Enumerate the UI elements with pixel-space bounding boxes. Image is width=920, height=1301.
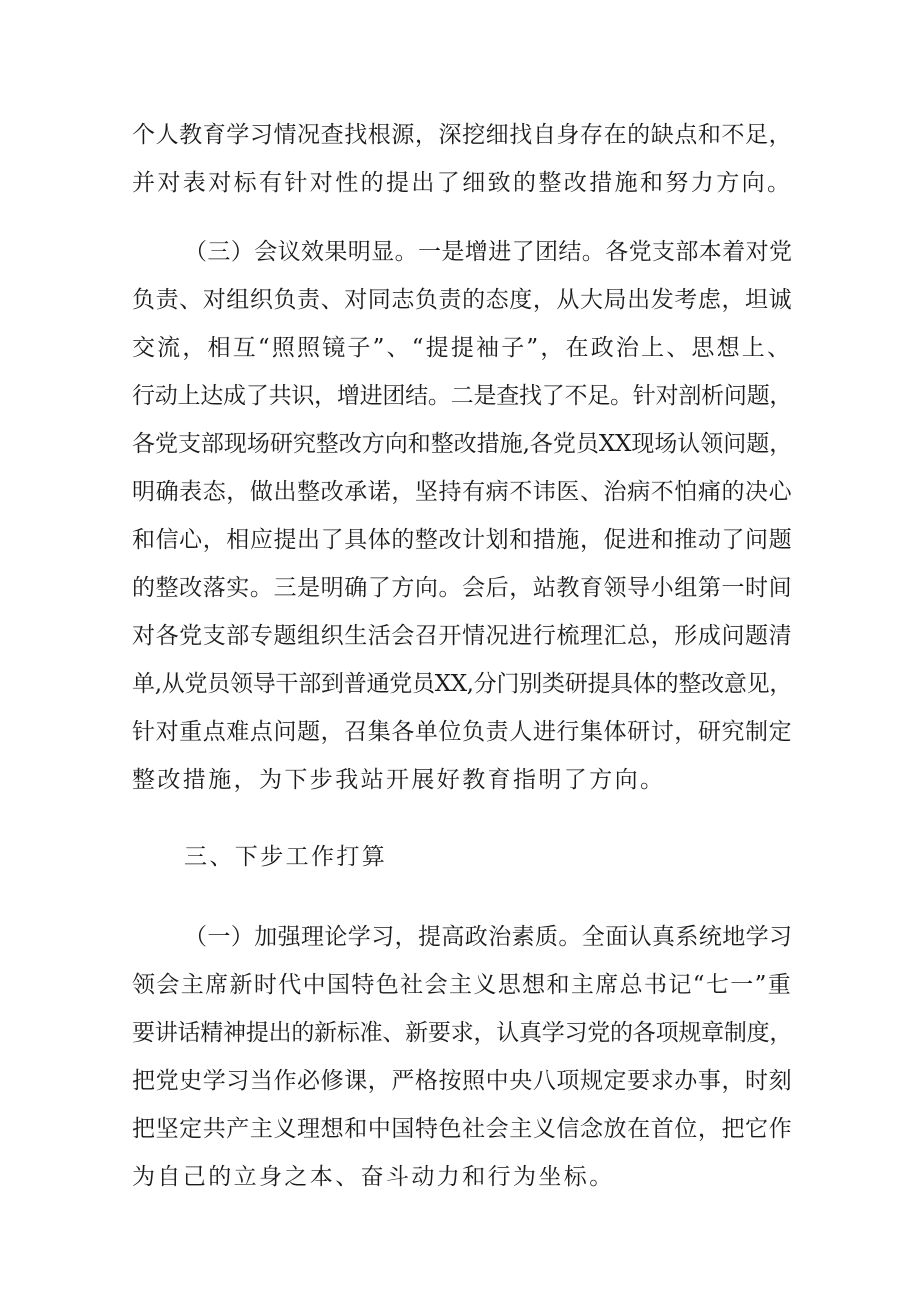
- paragraph-line: 把党史学习当作必修课，严格按照中央八项规定要求办事，时刻: [132, 1068, 792, 1094]
- paragraph-line: 交流，相互“照照镜子”、“提提袖子”，在政治上、思想上、: [132, 335, 792, 361]
- paragraph-line: 单,从党员领导干部到普通党员XX,分门别类研提具体的整改意见，: [132, 671, 792, 697]
- paragraph-line: 的整改落实。三是明确了方向。会后，站教育领导小组第一时间: [132, 575, 792, 601]
- paragraph-line: 各党支部现场研究整改方向和整改措施,各党员XX现场认领问题，: [132, 431, 792, 457]
- paragraph-line: 为自己的立身之本、奋斗动力和行为坐标。: [132, 1164, 615, 1190]
- paragraph-line: 要讲话精神提出的新标准、新要求，认真学习党的各项规章制度，: [132, 1020, 792, 1046]
- paragraph-line: 整改措施，为下步我站开展好教育指明了方向。: [132, 767, 666, 793]
- paragraph-continued: [132, 111, 792, 207]
- paragraph-line: 针对重点难点问题，召集各单位负责人进行集体研讨，研究制定: [132, 719, 792, 745]
- paragraph-line: 负责、对组织负责、对同志负责的态度，从大局出发考虑，坦诚: [132, 287, 792, 313]
- section-heading-block: [132, 833, 792, 881]
- paragraph-line: 个人教育学习情况查找根源，深挖细找自身存在的缺点和不足，: [132, 122, 792, 148]
- paragraph-line: 和信心，相应提出了具体的整改计划和措施，促进和推动了问题: [132, 527, 792, 553]
- paragraph-line: 明确表态，做出整改承诺，坚持有病不讳医、治病不怕痛的决心: [132, 479, 792, 505]
- section-heading: 三、下步工作打算: [184, 844, 388, 870]
- paragraph-line: 对各党支部专题组织生活会召开情况进行梳理汇总，形成问题清: [132, 623, 792, 649]
- paragraph-meeting-effect: [132, 228, 792, 804]
- paragraph-line: 行动上达成了共识，增进团结。二是查找了不足。针对剖析问题，: [132, 383, 792, 409]
- paragraph-line: 并对表对标有针对性的提出了细致的整改措施和努力方向。: [132, 170, 793, 196]
- paragraph-line: （三）会议效果明显。一是增进了团结。各党支部本着对党: [184, 239, 793, 265]
- paragraph-line: （一）加强理论学习，提高政治素质。全面认真系统地学习: [184, 924, 793, 950]
- paragraph-theory-study: [132, 913, 792, 1201]
- paragraph-line: 领会主席新时代中国特色社会主义思想和主席总书记“七一”重: [132, 972, 792, 998]
- paragraph-line: 把坚定共产主义理想和中国特色社会主义信念放在首位，把它作: [132, 1116, 792, 1142]
